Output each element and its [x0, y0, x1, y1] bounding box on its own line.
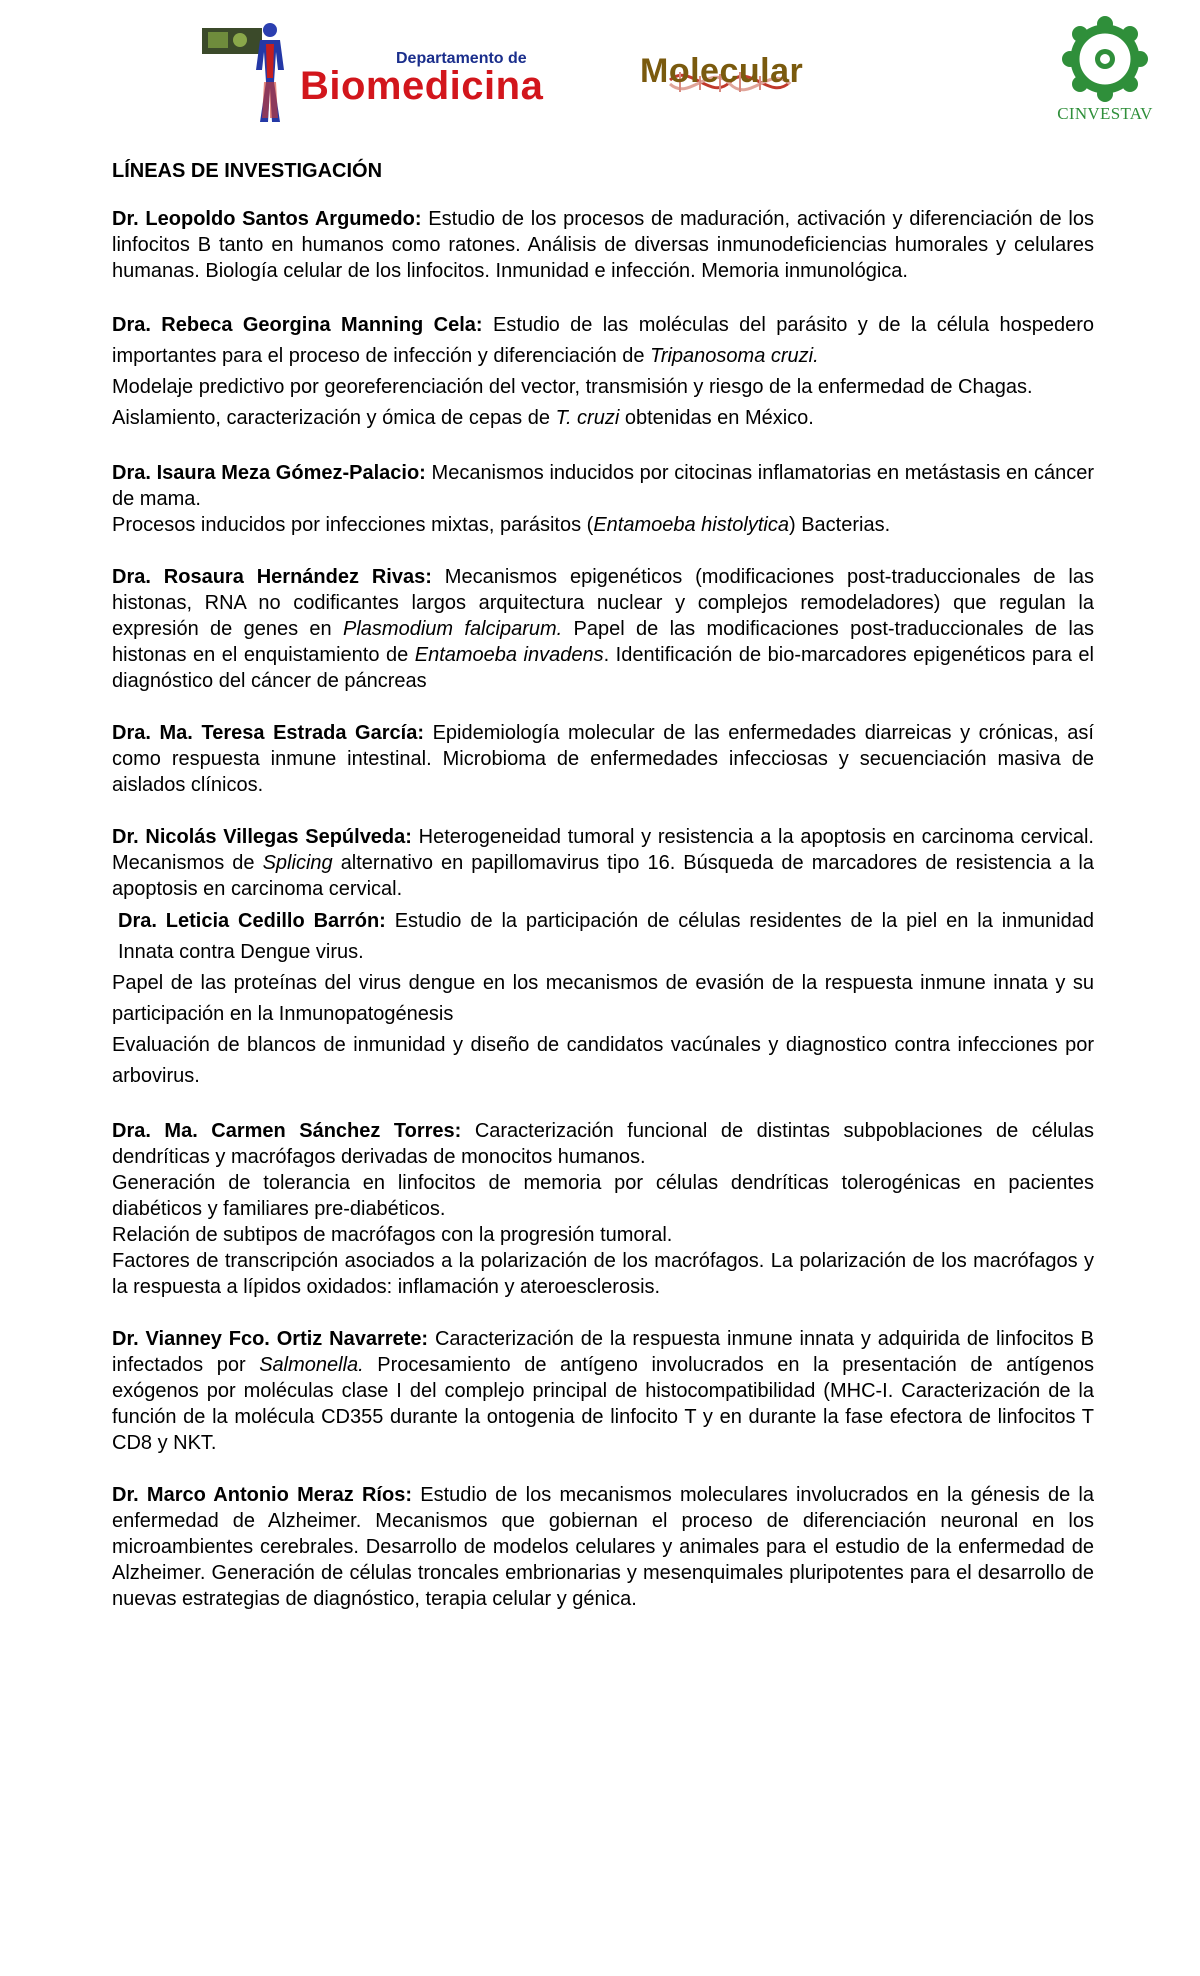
researcher-name: Dr. Leopoldo Santos Argumedo: [112, 208, 422, 230]
research-text: ) Bacterias. [789, 514, 891, 536]
research-text: Relación de subtipos de macrófagos con la progresión tumoral. [112, 1224, 673, 1246]
research-entry-santos [112, 206, 1094, 284]
research-text: Caracterización funcional de distintas subpoblaciones de células dendríticas y macrófagos derivadas de monocitos humanos. [112, 1120, 1094, 1168]
cinvestav-label: CINVESTAV [1057, 104, 1153, 123]
researcher-name: Dra. Isaura Meza Gómez-Palacio: [112, 462, 426, 484]
research-text: Papel de las proteínas del virus dengue en los mecanismos de evasión de la respuesta inmune innata y su participación en la Inmunopatogénesis [112, 972, 1094, 1025]
research-entry-manning [112, 310, 1094, 434]
research-text: Modelaje predictivo por georeferenciación del vector, transmisión y riesgo de la enfermedad de Chagas. [112, 376, 1033, 398]
research-entry-sanchez [112, 1118, 1094, 1300]
research-entry-hernandez [112, 564, 1094, 694]
research-text: Epidemiología molecular de las enfermedades diarreicas y crónicas, así como respuesta inmune intestinal. Microbioma de enfermedades infecciosas y secuenciación masiva de aislados clínicos. [112, 722, 1094, 796]
researcher-name: Dra. Rebeca Georgina Manning Cela: [112, 314, 483, 336]
section-title: LÍNEAS DE INVESTIGACIÓN [112, 160, 383, 182]
researcher-name: Dr. Nicolás Villegas Sepúlveda: [112, 826, 412, 848]
research-entry-cedillo [112, 906, 1094, 1092]
research-text: Mecanismos epigenéticos (modificaciones post-traduccionales de las histonas, RNA no codificantes largos arquitectura nuclear y complejos remodeladores) que regulan la expresión de genes en [112, 566, 1095, 640]
species-name: Entamoeba invadens [414, 644, 604, 666]
brand-departamento-de: Departamento de [396, 50, 527, 67]
page-header [0, 0, 1200, 140]
species-name: Plasmodium falciparum. [343, 618, 563, 640]
research-text: Heterogeneidad tumoral y resistencia a la apoptosis en carcinoma cervical. Mecanismos de [112, 826, 1094, 874]
species-name: Entamoeba histolytica [593, 514, 789, 536]
research-text: Papel de las modificaciones post-traduccionales de las histonas en el enquistamiento de [112, 618, 1094, 666]
species-name: Tripanosoma cruzi. [650, 345, 819, 367]
research-entry-meza [112, 460, 1094, 538]
research-text: obtenidas en México. [624, 407, 814, 429]
researcher-name: Dra. Leticia Cedillo Barrón: [118, 910, 386, 932]
brand-biomedicina: Biomedicina [300, 64, 544, 108]
research-entry-estrada [112, 720, 1094, 798]
technique-name: Splicing [262, 852, 333, 874]
species-name: T. cruzi [555, 407, 620, 429]
research-text: Caracterización de la respuesta inmune innata y adquirida de linfocitos B infectados por [112, 1328, 1095, 1376]
researcher-name: Dra. Ma. Carmen Sánchez Torres: [112, 1120, 462, 1142]
brand-molecular: Molecular [640, 52, 804, 90]
research-text: Generación de tolerancia en linfocitos de memoria por células dendríticas tolerogénicas en pacientes diabéticos y familiares pre-diabéticos. [112, 1172, 1094, 1220]
research-text: Estudio de los procesos de maduración, activación y diferenciación de los linfocitos B tanto en humanos como ratones. Análisis de diversas inmunodeficiencias humorales y celulares humanas. Biología celular de los linfocitos. Inmunidad e infección. Memoria inmunológica. [112, 208, 1094, 282]
research-text: Procesamiento de antígeno involucrados en la presentación de antígenos exógenos por moléculas clase I del complejo principal de histocompatibilidad (MHC-I. Caracterización de la función de la molécula CD355 durante la ontogenia de linfocito T y en durante la fase efectora de linfocitos T CD8 y NKT. [112, 1354, 1094, 1454]
researcher-name: Dra. Rosaura Hernández Rivas: [112, 566, 432, 588]
species-name: Salmonella. [259, 1354, 364, 1376]
research-text: Aislamiento, caracterización y ómica de cepas de [112, 407, 550, 429]
research-text: Procesos inducidos por infecciones mixtas, parásitos ( [112, 514, 594, 536]
research-entry-ortiz [112, 1326, 1094, 1456]
research-text: Mecanismos inducidos por citocinas inflamatorias en metástasis en cáncer de mama. [112, 462, 1094, 510]
research-entry-villegas [112, 824, 1094, 902]
research-entry-meraz [112, 1482, 1094, 1612]
research-text: Estudio de las moléculas del parásito y de la célula hospedero importantes para el proceso de infección y diferenciación de [112, 314, 1094, 367]
research-text: alternativo en papillomavirus tipo 16. Búsqueda de marcadores de resistencia a la apoptosis en carcinoma cervical. [112, 852, 1094, 900]
researcher-name: Dr. Vianney Fco. Ortiz Navarrete: [112, 1328, 429, 1350]
research-text: Factores de transcripción asociados a la polarización de los macrófagos. La polarización de los macrófagos y la respuesta a lípidos oxidados: inflamación y ateroesclerosis. [112, 1250, 1094, 1298]
research-text: . Identificación de bio-marcadores epigenéticos para el diagnóstico del cáncer de páncreas [112, 644, 1095, 692]
document-body [112, 158, 1094, 1638]
researcher-name: Dr. Marco Antonio Meraz Ríos: [112, 1484, 412, 1506]
research-text: Estudio de la participación de células residentes de la piel en la inmunidad Innata contra Dengue virus. [118, 910, 1094, 963]
research-text: Evaluación de blancos de inmunidad y diseño de candidatos vacúnales y diagnostico contra infecciones por arbovirus. [112, 1034, 1094, 1087]
researcher-name: Dra. Ma. Teresa Estrada García: [112, 722, 424, 744]
research-text: Estudio de los mecanismos moleculares involucrados en la génesis de la enfermedad de Alzheimer. Mecanismos que gobiernan el proceso de diferenciación neuronal en los microambientes cerebrales. Desarrollo de modelos celulares y animales para el estudio de la enfermedad de Alzheimer. Generación de células troncales embrionarias y mesenquimales pluripotentes para el desarrollo de nuevas estrategias de diagnóstico, terapia celular y génica. [112, 1484, 1094, 1610]
